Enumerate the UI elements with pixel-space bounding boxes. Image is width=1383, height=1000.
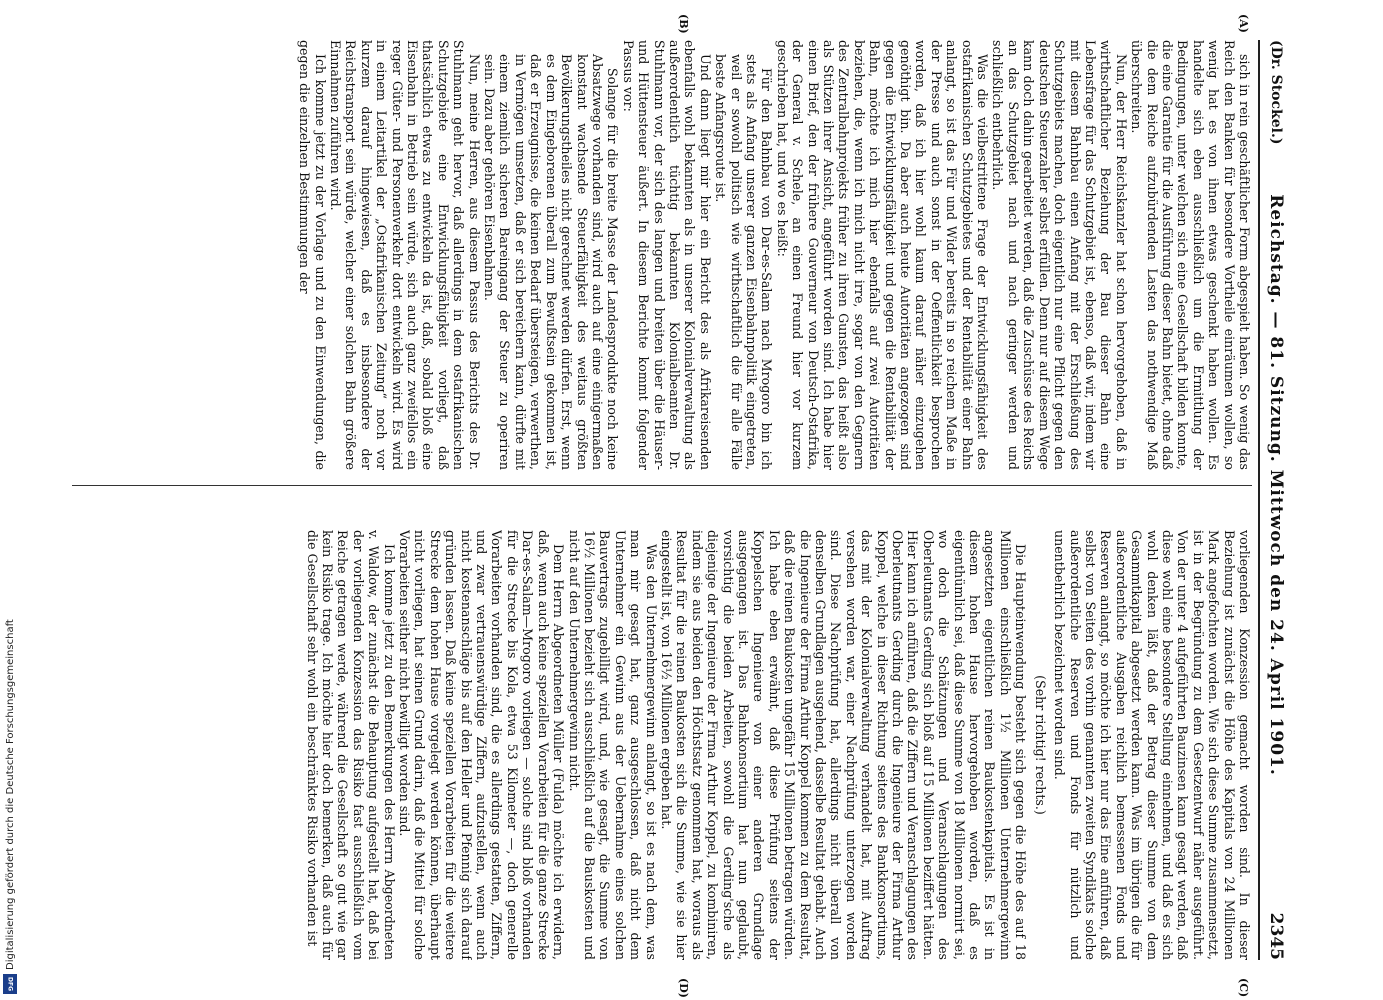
footer-credit: Digitalisierung gefördert durch die Deutsche Forschungsgemeinschaft — [5, 619, 16, 970]
interjection: (Sehr richtig! rechts.) — [1032, 675, 1048, 815]
rotated-page — [40, 0, 1300, 1000]
margin-marker-a: (A) — [1237, 14, 1250, 33]
paragraph: Nun, meine Herren, aus diesem Passus des Berichts des Dr. Stuhlmann geht hervor, daß allerdings in dem ostafrikanischen Schutzgebiete eine Entwicklungsfähigkeit vorliegt, daß thatsächlich etwas zu entwickeln da ist, daß, sobald bloß eine Eisenbahn in Betrieb sein würde, sich auch ganz zweifellos ein reger Güter- und Personenverkehr dort entwickeln wird. Es wird in einem Leitartikel der „Ostafrikanischen Zeitung“ noch vor kurzem darauf hingewiesen, daß es insbesondere der Reichstransport sein würde, welcher einer solchen Bahn größere Einnahmen zuführen wird. — [328, 40, 482, 470]
speaker-label: (Dr. Stockel.) — [1268, 40, 1284, 145]
page-number: 2345 — [1266, 912, 1286, 960]
paragraph: Was den Unternehmergewinn anlangt, so ist es nach dem, was man mir gesagt hat, ganz ausgeschlossen, daß nicht dem Unternehmer ein Gewinn aus der Uebernahme eines solchen Bauvertrags zugebilligt wird, und, wie gesagt, die Summe von 16½ Millionen bezieht sich ausschließlich auf die Bauskosten und nicht auf den Unternehmergewinn nicht. — [566, 530, 659, 960]
paragraph: Ich komme jetzt zu den Bemerkungen des Herrn Abgeordneten v. Waldow, der zunächst die Behauptung aufgestellt hat, daß bei der vorliegenden Konzession das Risiko fast ausschließlich vom Reiche getragen werde, während die Gesellschaft so gut wie gar kein Risiko trage. Ich möchte hier doch bemerken, daß auch für die Gesellschaft sehr wohl ein beschränktes Risiko vorhanden ist — [304, 530, 397, 960]
quote-paragraph: Für den Bahnbau von Dar-es-Salam nach Mrogoro bin ich stets als Anfang unserer ganzen Eisenbahnpolitik eingetreten, weil er sowohl politisch wie wirthschaftlich die für alle Fälle beste Anfangsroute ist. — [713, 54, 775, 470]
dfg-logo: DFG — [3, 974, 17, 994]
paragraph: vorliegenden Konzession gemacht worden sind. In dieser Beziehung ist zunächst die Höhe des Kapitals von 24 Millionen Mark angefochten worden. Wie sich diese Summe zusammensetzt, ist in der Begründung zu dem Gesetzentwurf näher ausgeführt. Von der unter 4 aufgeführten Bauzinsen kann gesagt werden, daß diese wohl eine besondere Stellung einnehmen, und daß es sich wohl denken läßt, daß der Betrag dieser Summe von dem Gesammtkapital abgesetzt werden kann. Was im übrigen die für außerordentliche Ausgaben reichlich bemessenen Fonds und Reserven anlangt, so möchte ich hier nur das Eine anführen, daß selbst von Seiten des vorhin genannten zweiten Syndikats solche außerordentliche Reserven und Fonds für nützlich und unentbehrlich bezeichnet worden sind. — [1052, 530, 1252, 960]
paragraph: Und dann liegt mir hier ein Bericht des als Afrikareisenden ebenfalls wohl bekannten als in unserer Kolonialverwaltung als außerordentlich tüchtig bekannten Kolonialbeamten Dr. Stuhlmann vor, der sich des langen und breiten über die Häuser- und Hüttensteuer äußert. In diesem Berichte kommt folgender Passus vor: — [620, 40, 713, 470]
paragraph: Ich komme jetzt zu der Vorlage und zu den Einwendungen, die gegen die einzelnen Bestimmungen der — [297, 40, 328, 470]
page-header — [1258, 40, 1290, 960]
page-title: Reichstag. — 81. Sitzung. Mittwoch den 24. April 1901. — [1266, 194, 1286, 776]
paragraph: Was die vielbestrittene Frage der Entwicklungsfähigkeit des ostafrikanischen Schutzgebietes und der Rentabilität einer Bahn anlangt, so ist das Für und Wider bereits in so reichem Maße in der Presse und auch sonst in der Oeffentlichkeit besprochen worden, daß ich hier wohl kaum darauf näher einzugehen genöthigt bin. Da aber auch heute Autoritäten angezogen sind gegen die Entwicklungsfähigkeit und gegen die Rentabilität der Bahn, möchte ich mich hier ebenfalls auf zwei Autoritäten beziehen, die, wenn ich mich nicht irre, sogar von den Gegnern des Zentralbahnprojekts früher zu ihren Gunsten, das heißt also als Stützen ihrer Ansicht, angeführt worden sind. Ich habe hier einen Brief, den der frühere Gouverneur von Deutsch-Ostafrika, der General v. Schele, an einen Freund hier vor kurzem geschrieben hat, und wo es heißt: — [774, 40, 991, 470]
margin-marker-b: (B) — [677, 14, 690, 34]
paragraph: sich in rein geschäftlicher Form abgespielt haben. So wenig das Reich den Banken für besondere Vortheile einräumen wollen, so wenig hat es von ihnen etwas geschenkt haben wollen. Es handelte sich eben ausschließlich um die Ermittlung der Bedingungen, unter welchen sich eine Gesellschaft bilden konnte, die eine Garantie für die Ausführung dieser Bahn bietet, ohne daß die dem Reiche aufzubürdenden Lasten das nothwendige Maß überschreiten. — [1129, 40, 1252, 470]
right-text-column — [72, 530, 1252, 960]
left-text-column — [72, 40, 1252, 470]
margin-marker-d: (D) — [677, 978, 690, 998]
quote-paragraph: Solange für die breite Masse der Landesprodukte noch keine Absatzwege vorhanden sind, wird auch auf eine einigermaßen konstant wachsende Steuerfähigkeit des weitaus größten Bevölkerungstheiles nicht gerechnet werden dürfen. Erst, wenn es dem Eingeborenen überall zum Bewußtsein gekommen ist, daß er Erzeugnisse, die keinen Bedarf übersteigen, verwerthen, in Vermögen umsetzen, daß er sich bereichern kann, dürfte mit einem ziemlich sicheren Bareingang der Steuer zu operiren sein. Dazu aber gehören Eisenbahnen. — [482, 54, 621, 470]
paragraph: Dem Herrn Abgeordneten Müller (Fulda) möchte ich erwidern, daß, wenn auch keine speziellen Vorarbeiten für die ganze Strecke Dar-es-Salam—Mrogoro vorliegen — solche sind bloß vorhanden für die Strecke bis Kola, etwa 53 Kilometer —, doch generelle Vorarbeiten vorhanden sind, die es allerdings gestatten, Ziffern, und zwar vertrauenswürdige Ziffern, aufzustellen, wenn auch nicht kostenanschläge bis auf den Heller und Pfennig sich darauf gründen lassen. Daß keine speziellen Vorarbeiten für die weitere Strecke dem hohen Hause vorgelegt werden können, überhaupt nicht vorliegen, hat seinen Grund darin, daß die Mittel für solche Vorarbeiten seither nicht bewilligt worden sind. — [397, 530, 567, 960]
digitization-footer — [0, 0, 20, 1000]
margin-marker-c: (C) — [1237, 978, 1250, 998]
paragraph: Die Haupteinwendung besteht sich gegen die Höhe des auf 18 Millionen einschließlich 1½ Millionen Unternehmergewinn angesetzten eigentlichen reinen Baukostenkapitals. Es ist in diesem hohen Hause hervorgehoben worden, daß es eigenthümlich sei, daß diese Summe von 18 Millionen normirt sei, wo doch die Schätzungen und Veranschlagungen des Oberleutnants Gerding sich bloß auf 15 Millionen beziffert hätten. Hier kann ich anführen, daß die Ziffern und Veranschlagungen des Oberleutnants Gerding durch die Ingenieure der Firma Arthur Koppel, welche in dieser Richtung seitens des Bankkonsortiums, das mit der Kolonialverwaltung verhandelt hat, mit Auftrag versehen worden war, einer Nachprüfung unterzogen worden sind. Diese Nachprüfung hat, allerdings nicht überall von denselben Grundlagen ausgehend, dasselbe Resultat gehabt. Auch die Ingenieure der Firma Arthur Koppel kommen zu dem Resultat, daß die reinen Baukosten ungefähr 15 Millionen betragen würden. Ich habe eben erwähnt, daß diese Prüfung seitens der Koppelschen Ingenieure von einer anderen Grundlage ausgegangen ist. Das Bahnkonsortium hat nun geglaubt, vorsichtig die beiden Arbeiten, sowohl die Gerding'sche als diejenige der Ingenieure der Firma Arthur Koppel, zu kombiniren, indem sie aus beiden den Höchstsatz genommen hat, woraus als Resultat für die reinen Baukosten sich die Summe, wie sie hier eingestellt ist, von 16½ Millionen ergeben hat. — [658, 530, 1029, 960]
column-divider — [72, 485, 1252, 486]
paragraph: Nun, der Herr Reichskanzler hat schon hervorgehoben, daß in wirthschaftlicher Beziehung der Bau dieser Bahn eine Lebensfrage für das Schutzgebiet ist, ebenso, daß wir, indem wir mit diesem Bahnbau einen Anfang mit der Erschließung des Schutzgebiets machen, doch eigentlich nur eine Pflicht gegen den deutschen Steuerzahler selbst erfüllen. Denn nur auf diesem Wege kann doch dahin gearbeitet werden, daß die Zuschüsse des Reichs an das Schutzgebiet nach und nach geringer werden und schließlich entbehrlich. — [990, 40, 1129, 470]
